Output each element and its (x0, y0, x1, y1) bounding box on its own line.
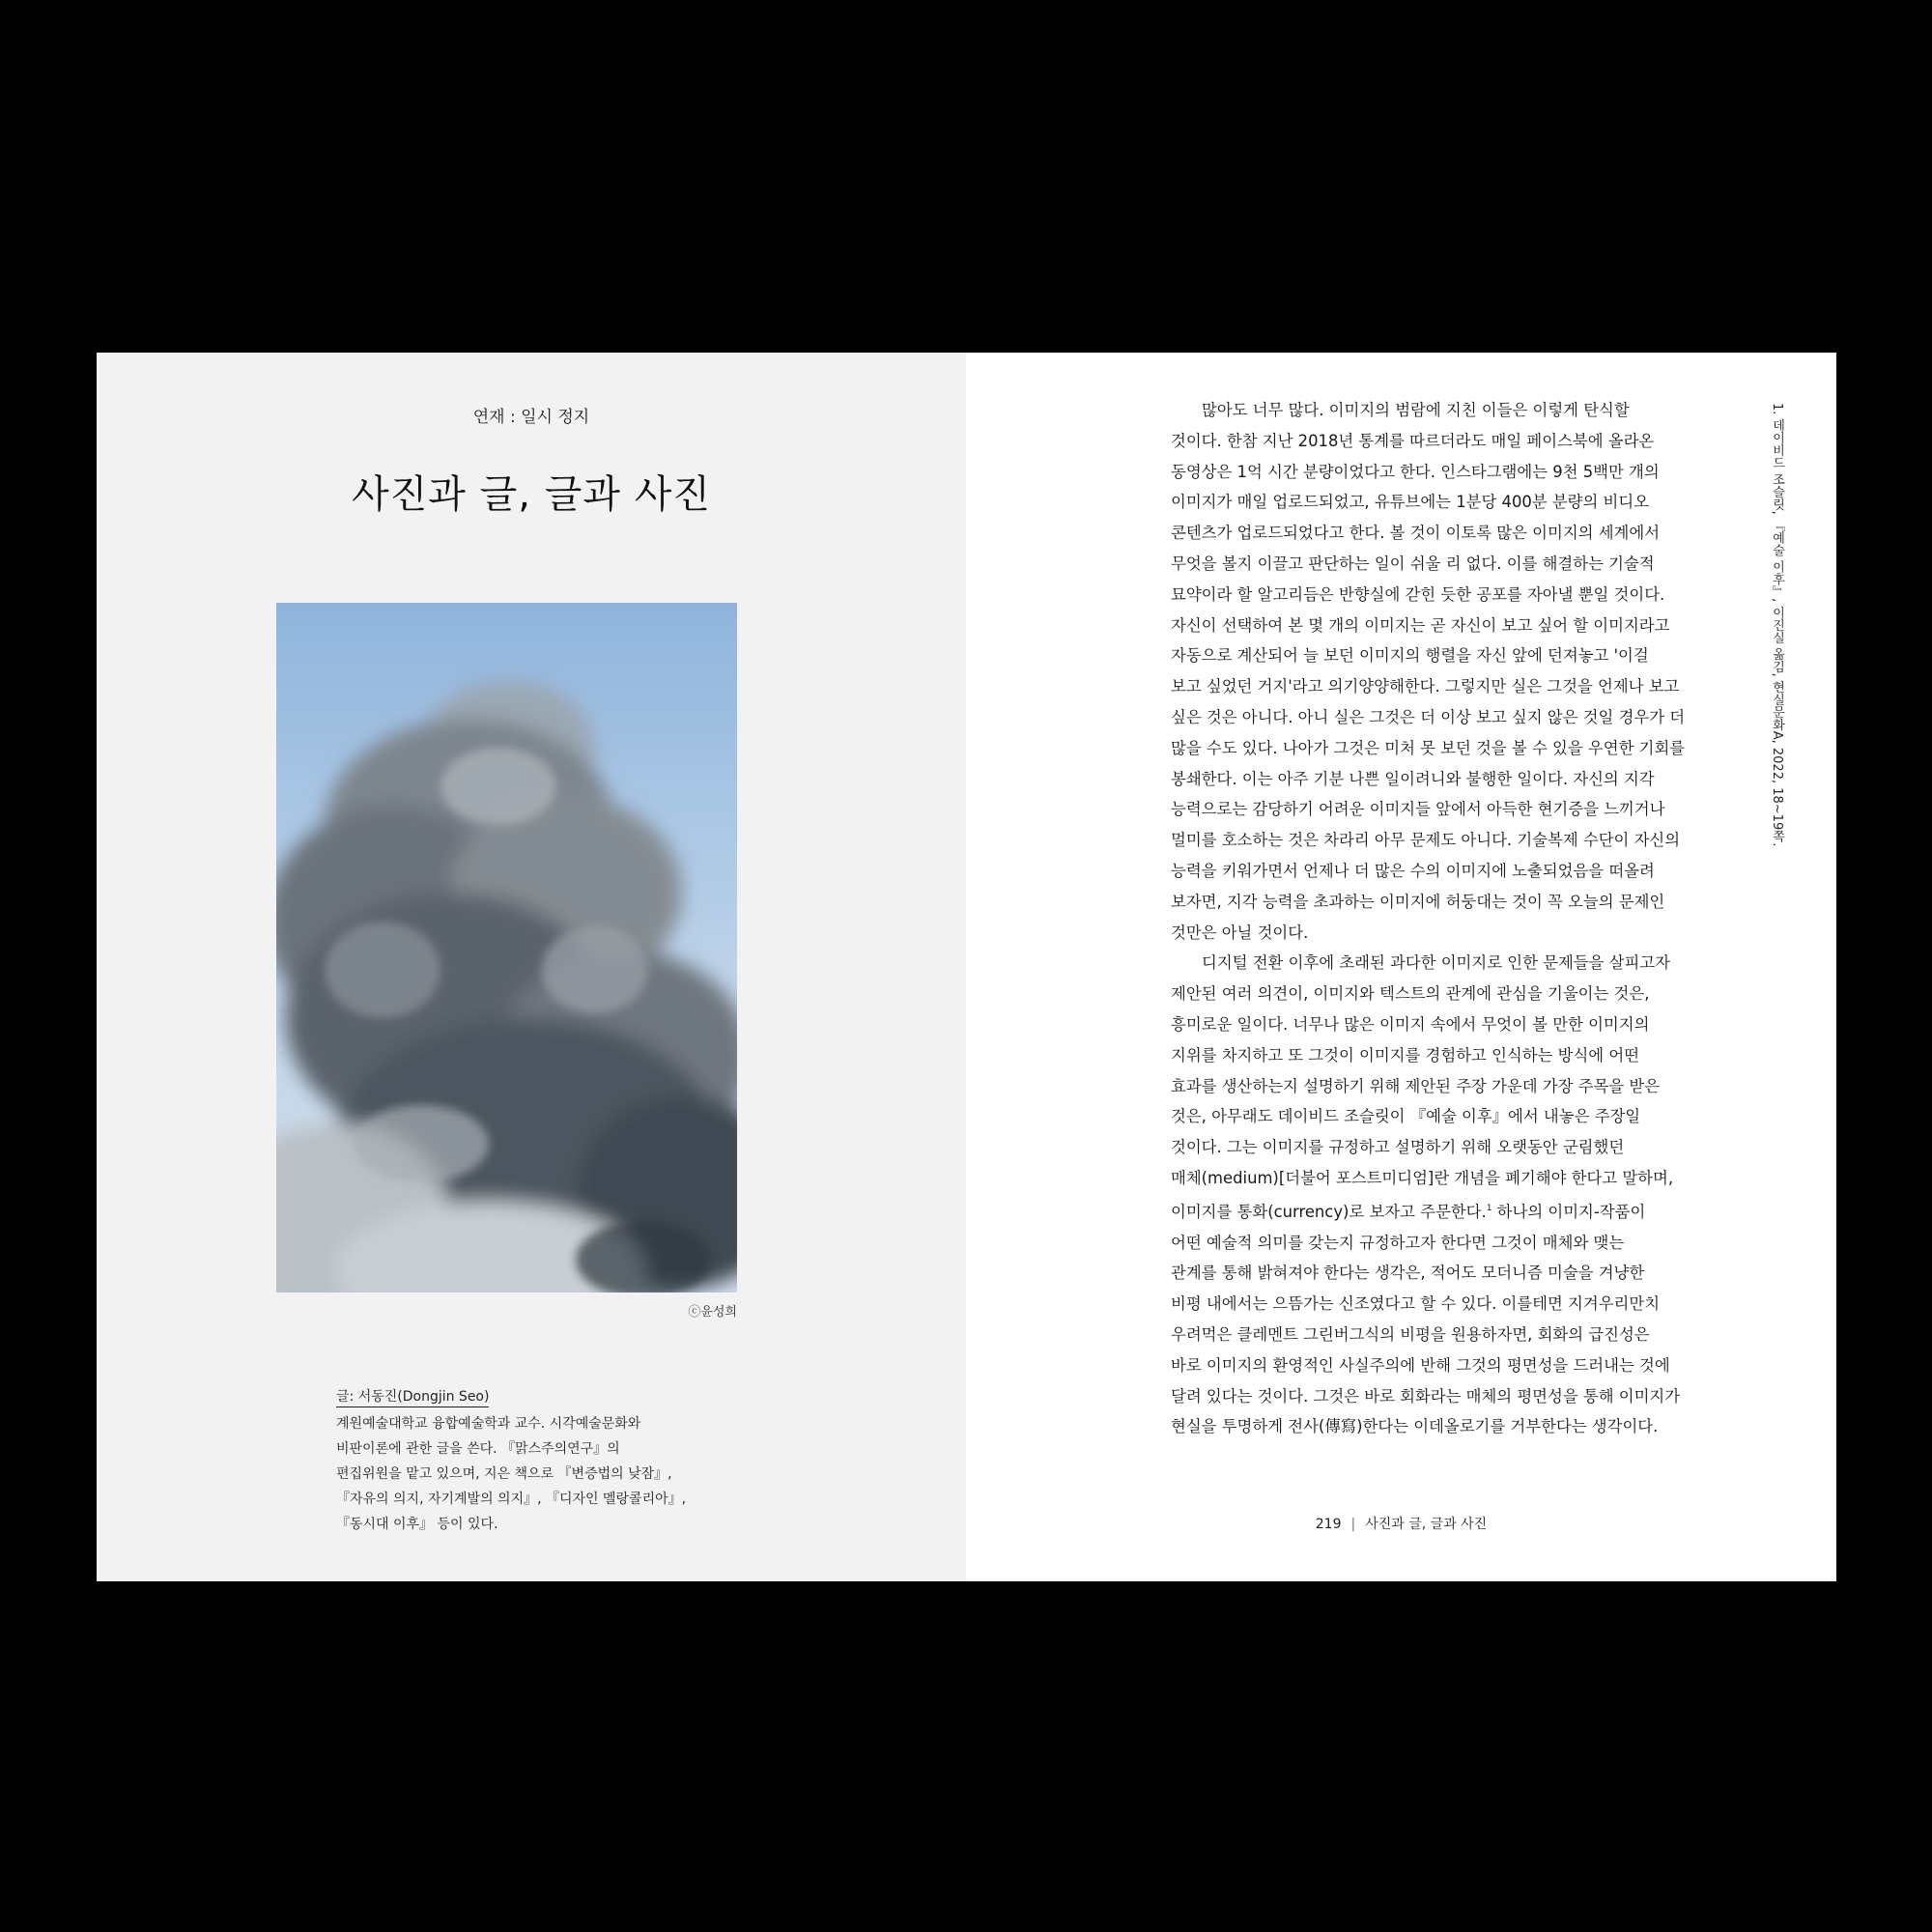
body-line: 묘약이라 할 알고리듬은 반향실에 갇힌 듯한 공포를 자아낼 뿐일 것이다. (1171, 584, 1665, 604)
body-line: 이미지가 매일 업로드되었고, 유튜브에는 1분당 400분 분량의 비디오 (1171, 493, 1650, 512)
body-line: 어떤 예술적 의미를 갖는지 규정하고자 한다면 그것이 매체와 맺는 (1171, 1233, 1625, 1252)
running-title: 사진과 글, 글과 사진 (1365, 1517, 1488, 1532)
body-line-text: 이미지를 통화(currency)로 보자고 주문한다. (1171, 1202, 1487, 1221)
series-label: 연재 : 일시 정지 (472, 408, 590, 427)
body-line: 많을 수도 있다. 나아가 그것은 미처 못 보던 것을 볼 수 있을 우연한 기회를 (1171, 738, 1686, 757)
body-text (1171, 395, 1686, 1442)
body-line: 현실을 투명하게 전사(傳寫)한다는 이데올로기를 거부한다는 생각이다. (1171, 1417, 1659, 1436)
author-block (336, 1384, 723, 1537)
left-page (97, 353, 966, 1581)
body-line: 콘텐츠가 업로드되었다고 한다. 볼 것이 이토록 많은 이미지의 세계에서 (1171, 524, 1661, 543)
body-line: 것은, 아무래도 데이비드 조슬릿이 『예술 이후』에서 내놓은 주장일 (1171, 1107, 1641, 1126)
body-line: 멀미를 호소하는 것은 차라리 아무 문제도 아니다. 기술복제 수단이 자신의 (1171, 831, 1681, 850)
folio (966, 1514, 1836, 1533)
body-line: 보고 싶었던 거지'라고 의기양양해한다. 그렇지만 실은 그것을 언제나 보고 (1171, 677, 1680, 696)
body-line: 능력으로는 감당하기 어려운 이미지들 앞에서 아득한 현기증을 느끼거나 (1171, 800, 1665, 819)
body-line: 자동으로 계산되어 늘 보던 이미지의 행렬을 자신 앞에 던져놓고 '이걸 (1171, 646, 1649, 666)
smoke-photo (276, 603, 737, 1293)
author-bio-line: 『자유의 의지, 자기계발의 의지』, 『디자인 멜랑콜리아』, (336, 1492, 687, 1507)
body-line: 흥미로운 일이다. 너무나 많은 이미지 속에서 무엇이 볼 만한 이미지의 (1171, 1014, 1650, 1034)
body-line: 동영상은 1억 시간 분량이었다고 한다. 인스타그램에는 9천 5백만 개의 (1171, 462, 1660, 481)
book-spread (97, 353, 1836, 1581)
footnote-marker: 1 (1486, 1203, 1492, 1213)
body-line: 능력을 키워가면서 언제나 더 많은 수의 이미지에 노출되었음을 떠올려 (1171, 861, 1655, 880)
author-bio-line: 『동시대 이후』 등이 있다. (336, 1517, 498, 1532)
body-line: 효과를 생산하는지 설명하기 위해 제안된 주장 가운데 가장 주목을 받은 (1171, 1076, 1661, 1095)
smoke-cloud-image (276, 603, 737, 1293)
body-line-with-footnote (1171, 1194, 1683, 1228)
right-page (966, 353, 1836, 1581)
author-name: 글: 서동진(Dongjin Seo) (336, 1387, 489, 1407)
body-line: 관계를 통해 밝혀져야 한다는 생각은, 적어도 모더니즘 미술을 겨냥한 (1171, 1264, 1645, 1283)
body-line: 봉쇄한다. 이는 아주 기분 나쁜 일이려니와 불행한 일이다. 자신의 지각 (1171, 769, 1655, 788)
body-line: 제안된 여러 의견이, 이미지와 텍스트의 관계에 관심을 기울이는 것은, (1171, 984, 1650, 1004)
author-bio-line: 계원예술대학교 융합예술학과 교수. 시각예술문화와 (336, 1416, 641, 1432)
body-line: 디지털 전환 이후에 초래된 과다한 이미지로 인한 문제들을 살피고자 (1202, 953, 1671, 973)
body-line: 것이다. 한참 지난 2018년 통계를 따르더라도 매일 페이스북에 올라온 (1171, 431, 1655, 450)
folio-separator: | (1350, 1517, 1356, 1532)
body-line: 바로 이미지의 환영적인 사실주의에 반해 그것의 평면성을 드러내는 것에 (1171, 1355, 1670, 1375)
body-line: 것만은 아닐 것이다. (1171, 923, 1309, 942)
photo-credit: ⓒ윤성희 (688, 1305, 737, 1320)
author-bio-line: 비판이론에 관한 글을 쓴다. 『맑스주의연구』의 (336, 1441, 620, 1457)
body-line: 무엇을 볼지 이끌고 판단하는 일이 쉬울 리 없다. 이를 해결하는 기술적 (1171, 554, 1655, 573)
body-line: 매체(medium)[더불어 포스트미디엄]란 개념을 폐기해야 한다고 말하며, (1171, 1168, 1674, 1187)
body-line: 많아도 너무 많다. 이미지의 범람에 지친 이들은 이렇게 탄식할 (1202, 401, 1630, 419)
body-line-tail: 하나의 이미지-작품이 (1492, 1202, 1646, 1221)
body-line: 자신이 선택하여 본 몇 개의 이미지는 곧 자신이 보고 싶어 할 이미지라고 (1171, 615, 1670, 635)
article-title: 사진과 글, 글과 사진 (352, 472, 711, 517)
footnote: 1. 데이비드 조슬릿, 『예술 이후』, 이진실 옮김, 현실문화A, 2022, 18~19쪽. (1770, 403, 1784, 847)
page-number: 219 (1315, 1517, 1342, 1532)
body-line: 보자면, 지각 능력을 초과하는 이미지에 허둥대는 것이 꼭 오늘의 문제인 (1171, 892, 1665, 911)
author-bio-line: 편집위원을 맡고 있으며, 지은 책으로 『변증법의 낮잠』, (336, 1466, 672, 1482)
body-line: 달려 있다는 것이다. 그것은 바로 회화라는 매체의 평면성을 통해 이미지가 (1171, 1386, 1681, 1406)
body-line: 지위를 차지하고 또 그것이 이미지를 경험하고 인식하는 방식에 어떤 (1171, 1045, 1640, 1065)
body-line: 싶은 것은 아니다. 아니 실은 그것은 더 이상 보고 싶지 않은 것일 경우가 더 (1171, 707, 1686, 726)
body-line: 것이다. 그는 이미지를 규정하고 설명하기 위해 오랫동안 군림했던 (1171, 1138, 1625, 1157)
body-line: 비평 내에서는 으뜸가는 신조였다고 할 수 있다. 이를테면 지겨우리만치 (1171, 1294, 1661, 1314)
body-line: 우려먹은 클레멘트 그린버그식의 비평을 원용하자면, 회화의 급진성은 (1171, 1324, 1650, 1344)
